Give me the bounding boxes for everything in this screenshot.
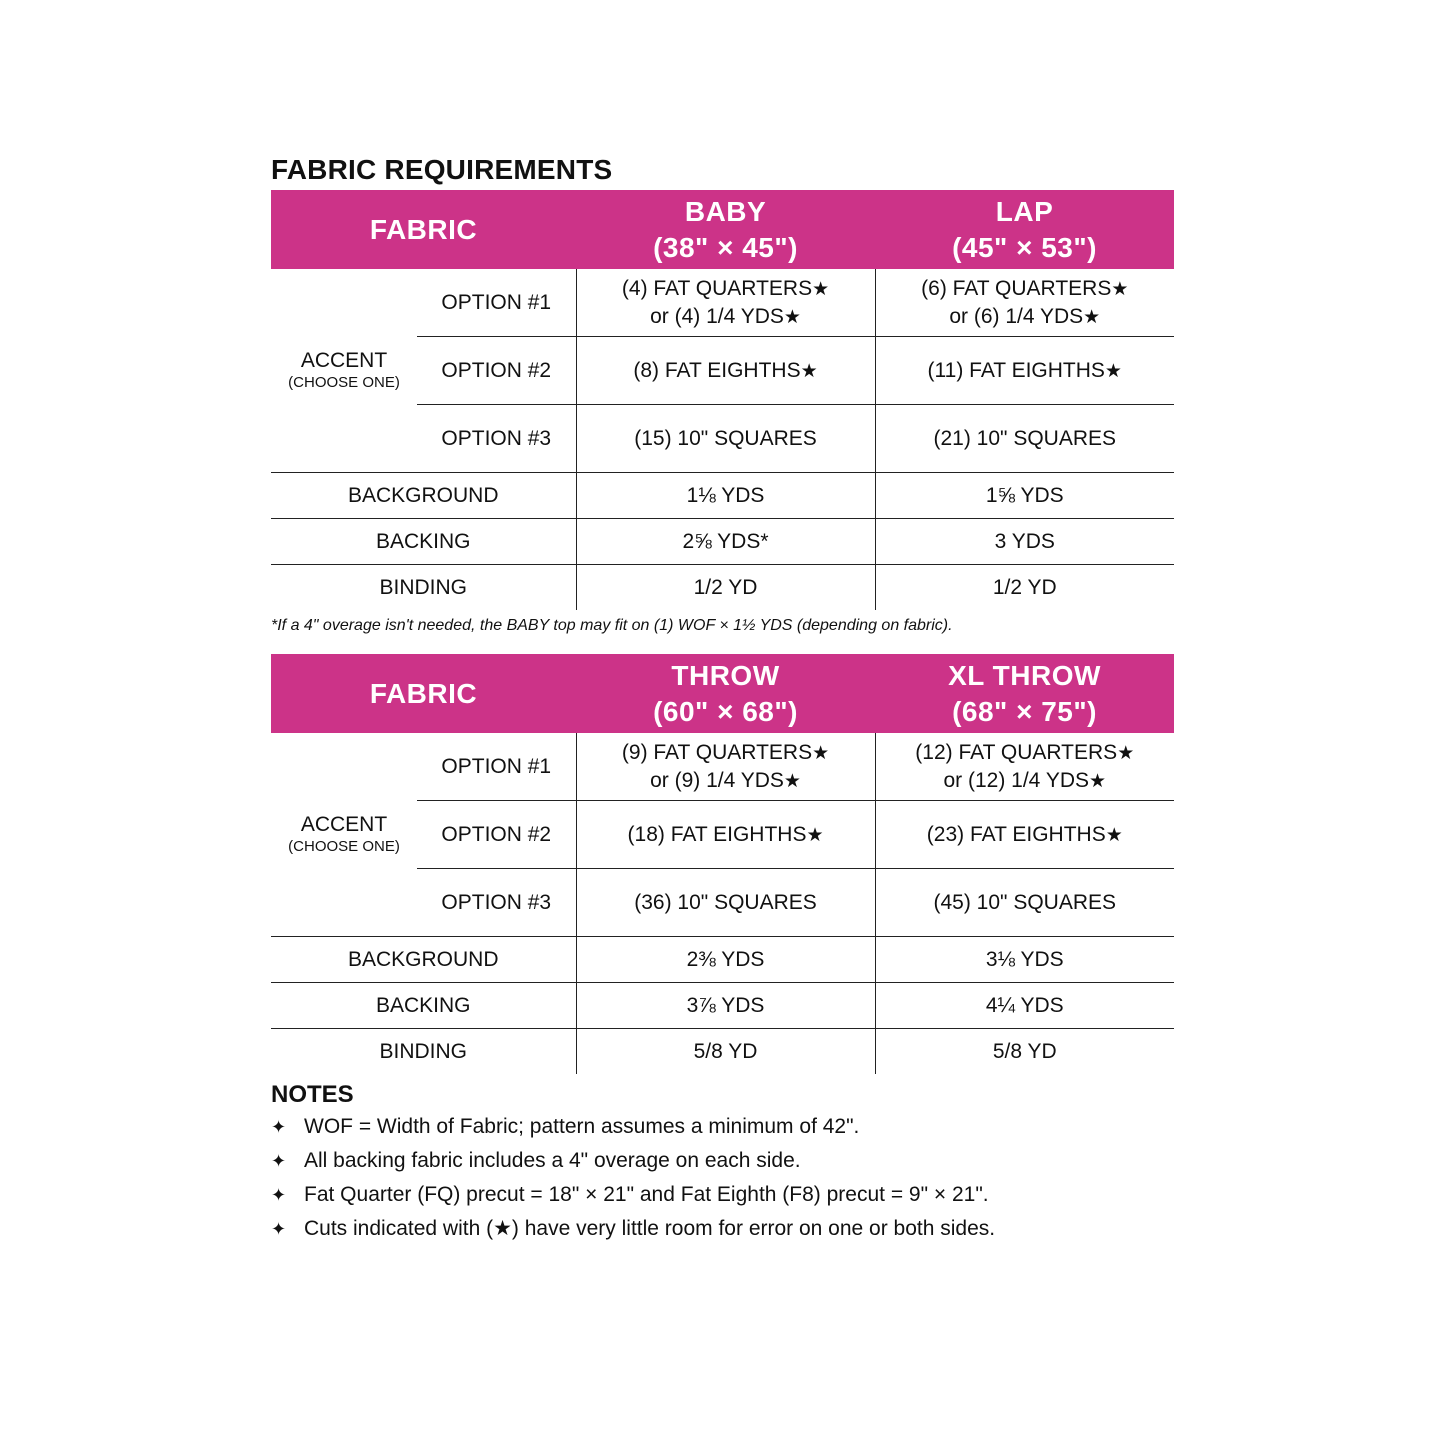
table-cell: (36) 10" SQUARES [576, 869, 875, 937]
row-label: BACKGROUND [271, 937, 576, 983]
notes-title: NOTES [271, 1081, 354, 1108]
header-fabric: FABRIC [271, 654, 576, 733]
table-cell: (15) 10" SQUARES [576, 405, 875, 473]
table-cell: (12) FAT QUARTERS★ or (12) 1/4 YDS★ [875, 733, 1174, 801]
table-cell: 5/8 YD [875, 1029, 1174, 1075]
table-cell: 1⅛ YDS [576, 473, 875, 519]
size-dims: (38" × 45") [653, 231, 798, 263]
accent-label: ACCENT [300, 812, 388, 836]
header-size [576, 190, 875, 269]
sparkle-bullet-icon: ✦ [271, 1151, 287, 1171]
list-item: ✦ WOF = Width of Fabric; pattern assumes a minimum of 42". [271, 1110, 1174, 1144]
table-header-row [271, 654, 1174, 733]
row-label: BINDING [379, 1040, 468, 1063]
row-label: BACKING [271, 983, 576, 1029]
size-dims: (45" × 53") [952, 231, 1097, 263]
header-size [875, 190, 1174, 269]
header-fabric: FABRIC [271, 190, 576, 269]
table-row [271, 1029, 1174, 1075]
size-name: BABY [684, 195, 767, 227]
star-icon: ★ [783, 306, 801, 328]
table-header-row [271, 190, 1174, 269]
star-icon: ★ [783, 770, 801, 792]
list-item: ✦ Fat Quarter (FQ) precut = 18" × 21" and Fat Eighth (F8) precut = 9" × 21". [271, 1178, 1174, 1212]
star-icon: ★ [1104, 360, 1122, 382]
size-name: XL THROW [948, 659, 1101, 691]
size-dims: (68" × 75") [952, 695, 1097, 727]
table-cell: 4¼ YDS [875, 983, 1174, 1029]
table-cell: 3⅛ YDS [875, 937, 1174, 983]
star-icon: ★ [812, 742, 830, 764]
table-cell: 1⅝ YDS [875, 473, 1174, 519]
table-cell: (18) FAT EIGHTHS★ [576, 801, 875, 869]
star-icon: ★ [1105, 824, 1123, 846]
table-cell: (45) 10" SQUARES [875, 869, 1174, 937]
accent-sublabel: (CHOOSE ONE) [288, 373, 400, 391]
star-icon: ★ [1089, 770, 1107, 792]
sparkle-bullet-icon: ✦ [271, 1185, 287, 1205]
accent-sublabel: (CHOOSE ONE) [288, 837, 400, 855]
sparkle-bullet-icon: ✦ [271, 1117, 287, 1137]
table-cell: (9) FAT QUARTERS★ or (9) 1/4 YDS★ [576, 733, 875, 801]
table-cell: (6) FAT QUARTERS★ or (6) 1/4 YDS★ [875, 269, 1174, 337]
table-row [271, 473, 1174, 519]
table-row [271, 565, 1174, 611]
option-label: OPTION #2 [417, 801, 576, 869]
table-cell: (8) FAT EIGHTHS★ [576, 337, 875, 405]
star-icon: ★ [1111, 278, 1129, 300]
requirements-table-1 [271, 190, 1174, 610]
table-cell: 3 YDS [875, 519, 1174, 565]
table-cell: (23) FAT EIGHTHS★ [875, 801, 1174, 869]
star-icon: ★ [1083, 306, 1101, 328]
accent-label: ACCENT [300, 348, 388, 372]
option-label: OPTION #3 [417, 869, 576, 937]
option-label: OPTION #1 [417, 733, 576, 801]
table-cell: 1/2 YD [875, 565, 1174, 611]
star-icon: ★ [1117, 742, 1135, 764]
sparkle-bullet-icon: ✦ [271, 1219, 287, 1239]
star-icon: ★ [800, 360, 818, 382]
list-item: ✦ All backing fabric includes a 4" overage on each side. [271, 1144, 1174, 1178]
accent-category [271, 733, 417, 937]
notes-list [271, 1110, 1174, 1246]
table-row [271, 733, 1174, 801]
size-name: THROW [671, 659, 780, 691]
accent-category [271, 269, 417, 473]
requirements-table-2 [271, 654, 1174, 1074]
fabric-requirements-section [271, 150, 1174, 1246]
star-icon: ★ [812, 278, 830, 300]
header-size [875, 654, 1174, 733]
table-row [271, 937, 1174, 983]
table-cell: 5/8 YD [576, 1029, 875, 1075]
row-label: BACKGROUND [271, 473, 576, 519]
table-row [271, 519, 1174, 565]
footnote: *If a 4" overage isn't needed, the BABY top may fit on (1) WOF × 1½ YDS (depending on fabric). [271, 617, 953, 634]
table-cell: 3⅞ YDS [576, 983, 875, 1029]
table-row [271, 269, 1174, 337]
header-size [576, 654, 875, 733]
star-icon: ★ [806, 824, 824, 846]
option-label: OPTION #2 [417, 337, 576, 405]
page-title: FABRIC REQUIREMENTS [271, 154, 613, 185]
table-cell: (11) FAT EIGHTHS★ [875, 337, 1174, 405]
list-item: ✦ Cuts indicated with (★) have very little room for error on one or both sides. [271, 1212, 1174, 1246]
table-cell: 2⅜ YDS [576, 937, 875, 983]
table-row [271, 983, 1174, 1029]
row-label: BINDING [379, 576, 468, 599]
size-name: LAP [995, 195, 1054, 227]
size-dims: (60" × 68") [653, 695, 798, 727]
table-cell: 2⅝ YDS* [576, 519, 875, 565]
table-cell: (4) FAT QUARTERS★ or (4) 1/4 YDS★ [576, 269, 875, 337]
table-cell: (21) 10" SQUARES [875, 405, 1174, 473]
option-label: OPTION #1 [417, 269, 576, 337]
row-label: BACKING [271, 519, 576, 565]
option-label: OPTION #3 [417, 405, 576, 473]
table-cell: 1/2 YD [576, 565, 875, 611]
